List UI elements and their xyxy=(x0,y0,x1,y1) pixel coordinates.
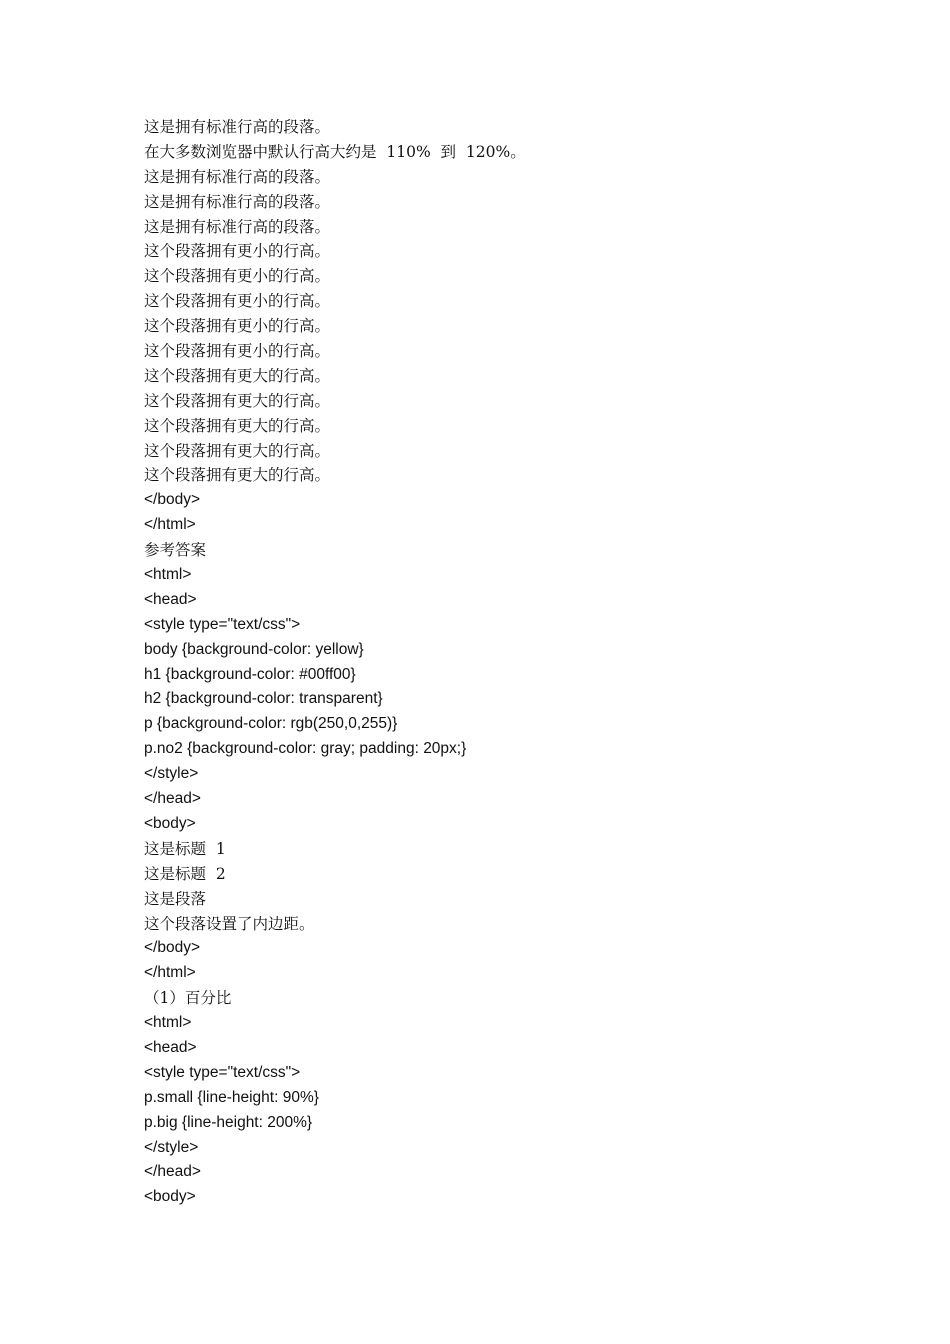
code-line: <style type="text/css"> xyxy=(144,615,301,633)
text-line: 这个段落设置了内边距。 xyxy=(144,914,315,933)
text-line: 这个段落拥有更大的行高。 xyxy=(144,366,331,385)
text-line: 这是拥有标准行高的段落。 xyxy=(144,217,331,236)
code-line: <head> xyxy=(144,590,197,608)
text-line: 这是拥有标准行高的段落。 xyxy=(144,167,331,186)
text-line: 这个段落拥有更小的行高。 xyxy=(144,242,331,261)
code-line: </style> xyxy=(144,1138,199,1156)
code-line: <body> xyxy=(144,1188,196,1206)
code-line: </head> xyxy=(144,1163,201,1181)
text-line: 这个段落拥有更大的行高。 xyxy=(144,416,331,435)
text-line: 这是段落 xyxy=(144,889,207,908)
code-line: body {background-color: yellow} xyxy=(144,640,364,658)
text-line: 这是拥有标准行高的段落。 xyxy=(144,192,331,211)
code-line: p.big {line-height: 200%} xyxy=(144,1113,313,1131)
code-line: <html> xyxy=(144,566,192,584)
text-line: 这个段落拥有更小的行高。 xyxy=(144,267,331,286)
code-line: </body> xyxy=(144,939,201,957)
text-line: 这是标题 1 xyxy=(144,839,226,858)
code-line: p.no2 {background-color: gray; padding: 20px;} xyxy=(144,740,467,758)
code-line: </body> xyxy=(144,491,201,509)
code-line: </head> xyxy=(144,790,201,808)
code-line: p {background-color: rgb(250,0,255)} xyxy=(144,715,398,733)
text-line: 这个段落拥有更大的行高。 xyxy=(144,466,331,485)
code-line: <head> xyxy=(144,1038,197,1056)
code-line: </style> xyxy=(144,765,199,783)
text-line: 这个段落拥有更小的行高。 xyxy=(144,317,331,336)
code-line: <body> xyxy=(144,814,196,832)
text-line: 这是标题 2 xyxy=(144,864,226,883)
code-line: <html> xyxy=(144,1014,192,1032)
text-line: 在大多数浏览器中默认行高大约是 110% 到 120%。 xyxy=(144,142,526,161)
code-line: </html> xyxy=(144,516,196,534)
code-line: h1 {background-color: #00ff00} xyxy=(144,665,356,683)
text-line: 这个段落拥有更小的行高。 xyxy=(144,342,331,361)
code-line: h2 {background-color: transparent} xyxy=(144,690,383,708)
section-heading: 参考答案 xyxy=(144,541,207,560)
text-line: 这个段落拥有更小的行高。 xyxy=(144,292,331,311)
code-line: </html> xyxy=(144,964,196,982)
document-text-block xyxy=(144,115,844,1210)
text-line: 这个段落拥有更大的行高。 xyxy=(144,391,331,410)
text-line: 这是拥有标准行高的段落。 xyxy=(144,118,331,136)
code-line: <style type="text/css"> xyxy=(144,1063,301,1081)
section-heading: （1）百分比 xyxy=(144,989,232,1008)
text-line: 这个段落拥有更大的行高。 xyxy=(144,441,331,460)
code-line: p.small {line-height: 90%} xyxy=(144,1088,319,1106)
